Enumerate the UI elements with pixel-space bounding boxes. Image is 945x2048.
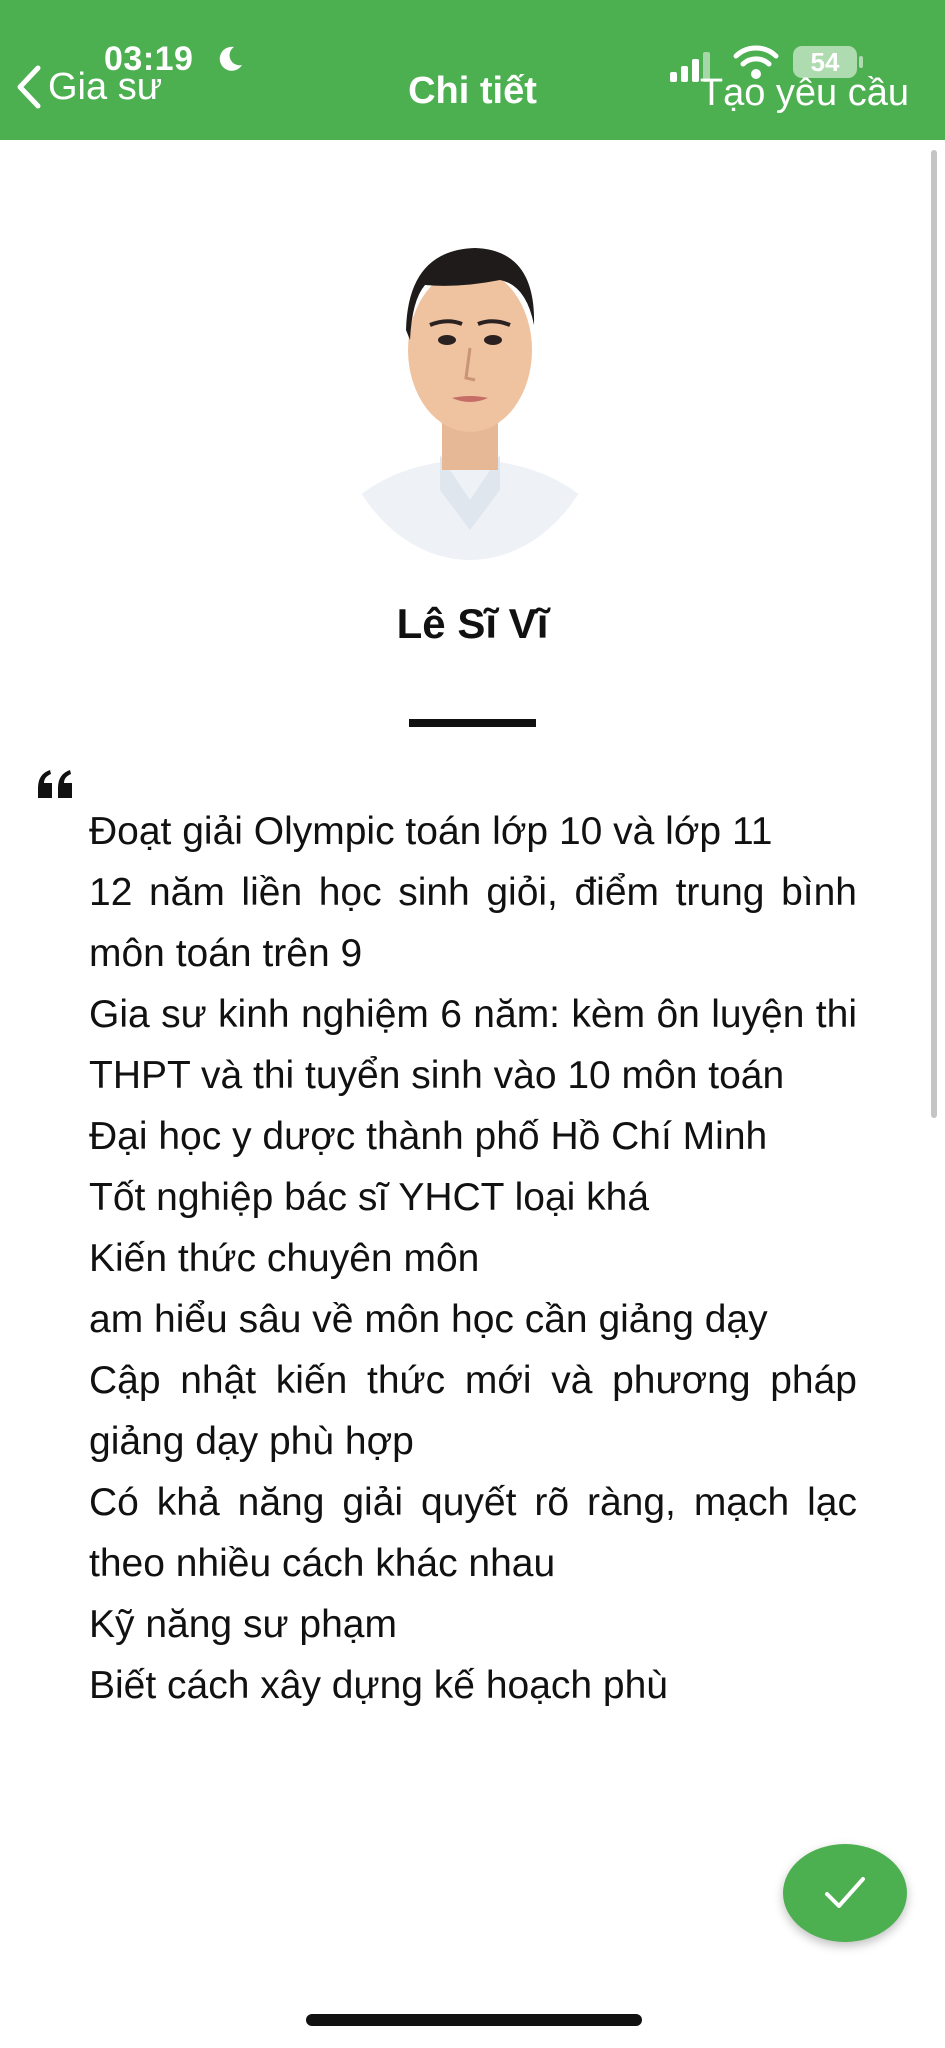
- battery-level: 54: [810, 47, 840, 77]
- avatar-image: [330, 200, 610, 560]
- create-request-button[interactable]: Tạo yêu cầu: [699, 72, 909, 114]
- bio-line: Gia sư kinh nghiệm 6 năm: kèm ôn luyện thi THPT và thi tuyển sinh vào 10 môn toán: [89, 993, 857, 1097]
- battery-cap: [859, 56, 863, 68]
- tutor-bio: [89, 801, 857, 1716]
- status-time: 03:19: [104, 40, 194, 78]
- bio-line: Đoạt giải Olympic toán lớp 10 và lớp 11: [89, 810, 773, 853]
- bio-line: Cập nhật kiến thức mới và phương pháp giảng dạy phù hợp: [89, 1359, 857, 1463]
- bio-line: 12 năm liền học sinh giỏi, điểm trung bình môn toán trên 9: [89, 871, 857, 975]
- page-title: Chi tiết: [408, 70, 537, 112]
- home-indicator[interactable]: [306, 2014, 642, 2026]
- top-app-bar: [0, 0, 945, 140]
- bio-line: Kỹ năng sư phạm: [89, 1603, 397, 1646]
- scrollbar[interactable]: [931, 150, 937, 1118]
- bio-line: am hiểu sâu về môn học cần giảng dạy: [89, 1298, 768, 1341]
- bio-line: Đại học y dược thành phố Hồ Chí Minh: [89, 1115, 768, 1158]
- confirm-fab-button[interactable]: [783, 1844, 907, 1942]
- bio-line: Kiến thức chuyên môn: [89, 1237, 480, 1280]
- tutor-avatar: [330, 200, 610, 560]
- check-icon: [823, 1873, 867, 1913]
- bio-line: Có khả năng giải quyết rõ ràng, mạch lạc theo nhiều cách khác nhau: [89, 1481, 857, 1585]
- tutor-name: Lê Sĩ Vĩ: [396, 600, 549, 647]
- bottom-area: [0, 1950, 945, 2048]
- back-label: Gia sư: [48, 65, 163, 108]
- quote-icon: [36, 768, 76, 804]
- bio-line: Tốt nghiệp bác sĩ YHCT loại khá: [89, 1176, 650, 1219]
- name-divider: [409, 719, 536, 727]
- bio-line: Biết cách xây dựng kế hoạch phù: [89, 1664, 668, 1707]
